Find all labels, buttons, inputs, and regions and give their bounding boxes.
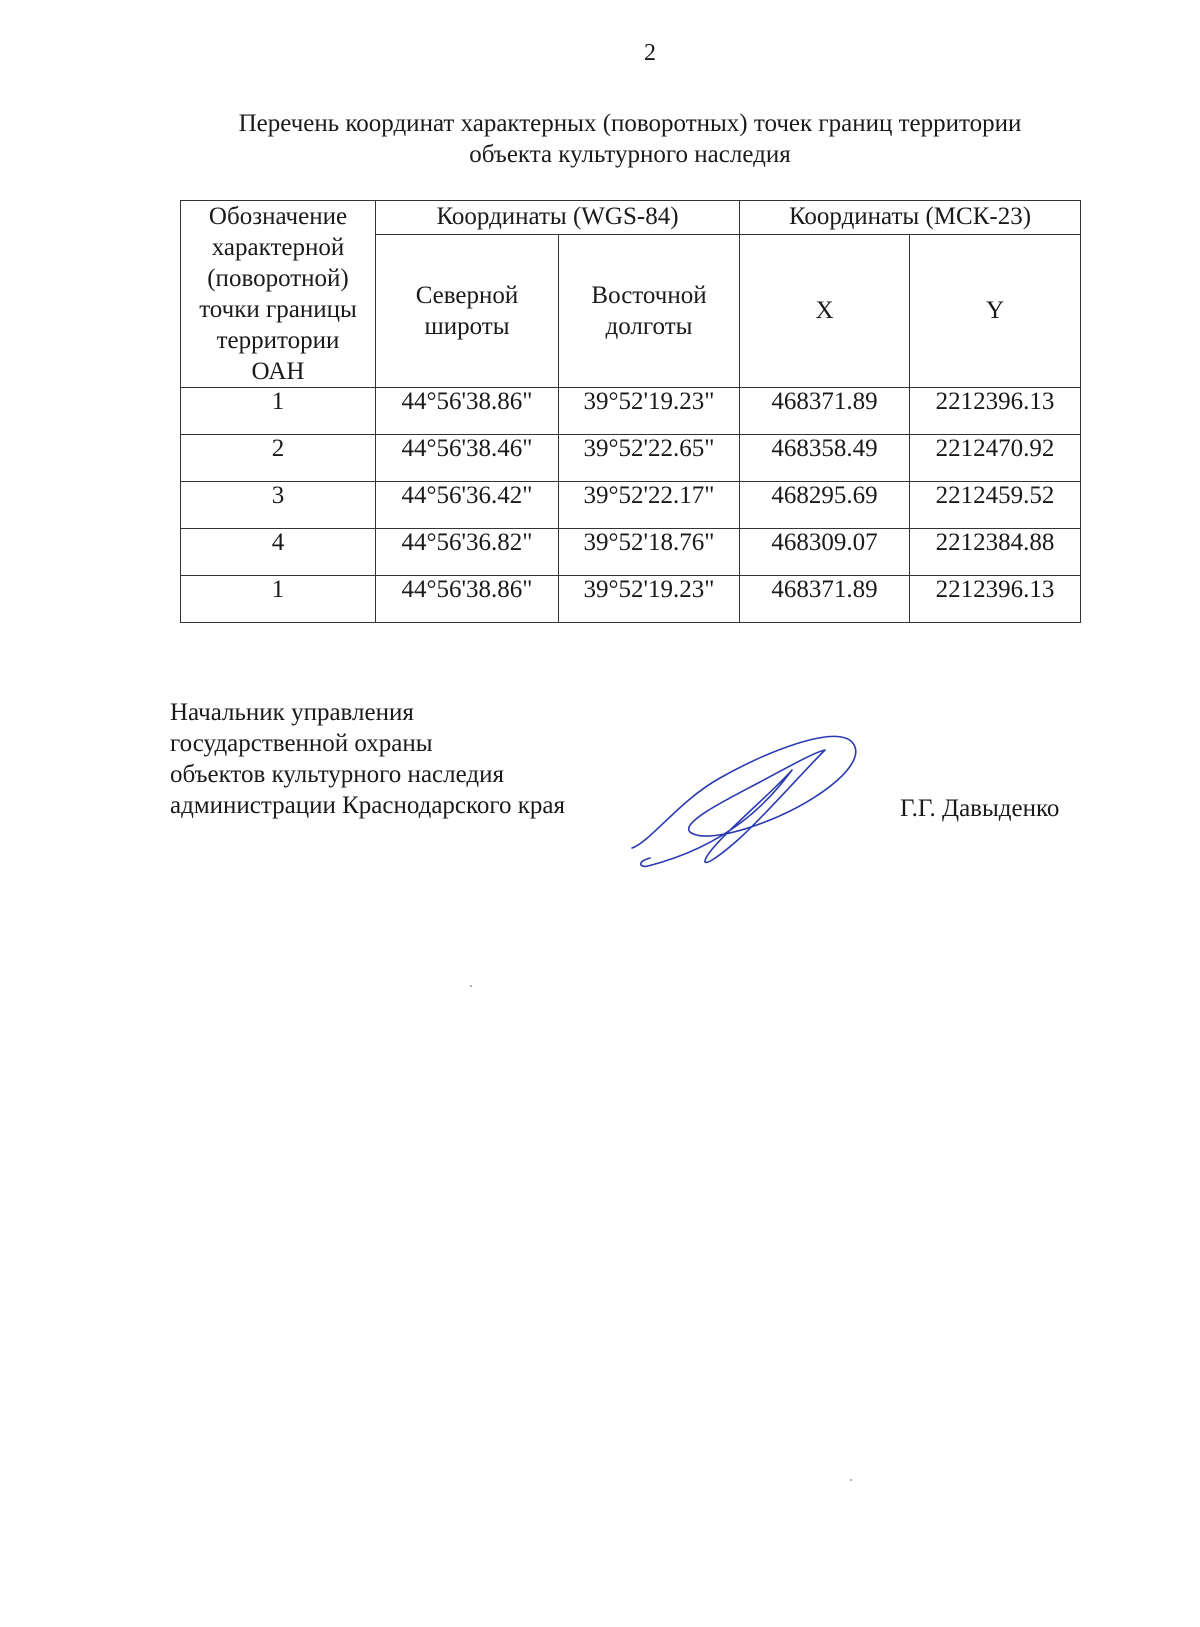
table-row bbox=[181, 529, 1081, 576]
longitude-header-line: Восточной bbox=[591, 281, 707, 309]
table-row bbox=[181, 388, 1081, 435]
latitude-header-line: широты bbox=[424, 312, 510, 340]
x-cell: 468358.49 bbox=[740, 435, 910, 482]
x-cell: 468371.89 bbox=[740, 576, 910, 623]
x-cell: 468371.89 bbox=[740, 388, 910, 435]
title-line-1: Перечень координат характерных (поворотных) точек границ территории bbox=[238, 110, 1022, 137]
document-title bbox=[180, 108, 1080, 170]
x-cell: 468309.07 bbox=[740, 529, 910, 576]
handwritten-signature bbox=[620, 720, 880, 880]
longitude-cell: 39°52'22.65" bbox=[559, 435, 740, 482]
point-cell: 1 bbox=[181, 576, 376, 623]
designation-header-line: территории bbox=[216, 327, 340, 354]
signer-name: Г.Г. Давыденко bbox=[900, 795, 1060, 822]
signature-stroke bbox=[632, 736, 856, 866]
latitude-cell: 44°56'38.86" bbox=[376, 576, 559, 623]
y-header: Y bbox=[910, 234, 1081, 387]
position-line: Начальник управления bbox=[170, 699, 414, 726]
table-row bbox=[181, 435, 1081, 482]
latitude-cell: 44°56'38.86" bbox=[376, 388, 559, 435]
designation-header-line: характерной bbox=[211, 234, 345, 261]
table-row bbox=[181, 576, 1081, 623]
point-cell: 1 bbox=[181, 388, 376, 435]
longitude-cell: 39°52'19.23" bbox=[559, 388, 740, 435]
x-cell: 468295.69 bbox=[740, 482, 910, 529]
latitude-header bbox=[376, 234, 559, 387]
wgs84-group-header: Координаты (WGS-84) bbox=[376, 201, 740, 235]
point-cell: 2 bbox=[181, 435, 376, 482]
longitude-header-line: долготы bbox=[605, 312, 693, 340]
latitude-header-line: Северной bbox=[415, 281, 519, 309]
designation-header-line: ОАН bbox=[251, 358, 305, 385]
x-header: X bbox=[740, 234, 910, 387]
designation-header-line: (поворотной) bbox=[207, 265, 349, 292]
point-cell: 3 bbox=[181, 482, 376, 529]
point-cell: 4 bbox=[181, 529, 376, 576]
scan-speck bbox=[850, 1479, 852, 1481]
longitude-cell: 39°52'19.23" bbox=[559, 576, 740, 623]
y-cell: 2212384.88 bbox=[910, 529, 1081, 576]
designation-header-line: точки границы bbox=[199, 296, 357, 323]
page-number: 2 bbox=[644, 40, 656, 66]
y-cell: 2212396.13 bbox=[910, 576, 1081, 623]
position-line: администрации Краснодарского края bbox=[170, 792, 566, 819]
position-line: объектов культурного наследия bbox=[170, 761, 504, 788]
designation-header-line: Обозначение bbox=[208, 203, 348, 230]
coordinates-table bbox=[180, 200, 1081, 623]
title-line-2: объекта культурного наследия bbox=[469, 141, 791, 168]
latitude-cell: 44°56'36.82" bbox=[376, 529, 559, 576]
latitude-cell: 44°56'38.46" bbox=[376, 435, 559, 482]
longitude-header bbox=[559, 234, 740, 387]
latitude-cell: 44°56'36.42" bbox=[376, 482, 559, 529]
longitude-cell: 39°52'22.17" bbox=[559, 482, 740, 529]
table-row bbox=[181, 482, 1081, 529]
longitude-cell: 39°52'18.76" bbox=[559, 529, 740, 576]
msk23-group-header: Координаты (МСК-23) bbox=[740, 201, 1081, 235]
y-cell: 2212470.92 bbox=[910, 435, 1081, 482]
designation-header bbox=[181, 201, 376, 388]
position-line: государственной охраны bbox=[170, 730, 433, 757]
y-cell: 2212459.52 bbox=[910, 482, 1081, 529]
signatory-position bbox=[170, 697, 565, 821]
scan-speck bbox=[470, 985, 472, 987]
y-cell: 2212396.13 bbox=[910, 388, 1081, 435]
